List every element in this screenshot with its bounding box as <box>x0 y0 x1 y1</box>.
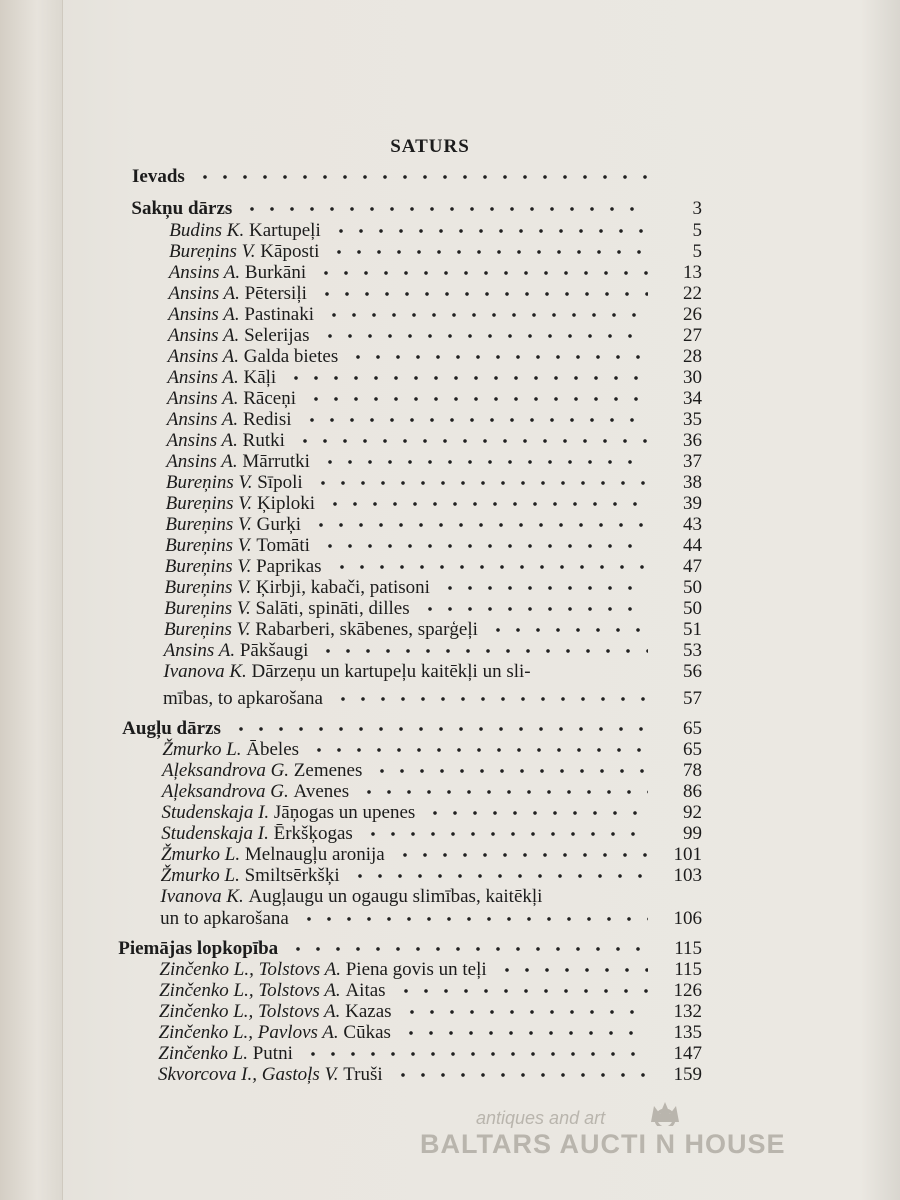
toc-label <box>165 535 310 556</box>
toc-entry <box>166 430 702 452</box>
toc-author: Bureņins V. <box>168 241 261 262</box>
toc-title: Ērkšķogas <box>273 823 353 844</box>
toc-author: Skvorcova I., Gastoļs V. <box>158 1064 344 1085</box>
toc-section <box>122 718 702 740</box>
toc-entry <box>165 556 702 578</box>
toc-entry <box>162 802 702 824</box>
toc-entry <box>158 1043 702 1065</box>
toc-entry <box>162 760 702 782</box>
toc-page-number: 5 <box>692 241 702 262</box>
toc-author: Zinčenko L., Tolstovs A. <box>159 959 346 980</box>
toc-title: Tomāti <box>256 535 310 556</box>
toc-author: Zinčenko L., Tolstovs A. <box>159 980 346 1001</box>
dot-leader <box>348 348 648 366</box>
toc-label <box>159 980 385 1001</box>
toc-label <box>161 823 353 844</box>
toc-author: Ansins A. <box>167 346 244 367</box>
toc-title: Salāti, spināti, dilles <box>255 598 410 619</box>
toc-author: Bureņins V. <box>163 619 256 640</box>
dot-leader <box>350 867 648 885</box>
toc-title: Ķiploki <box>256 493 315 514</box>
toc-entry <box>166 493 702 515</box>
toc-author: Zinčenko L., Pavlovs A. <box>158 1022 344 1043</box>
toc-page-number: 30 <box>682 367 702 388</box>
dot-leader <box>425 804 648 822</box>
dot-leader <box>488 621 648 639</box>
toc-label <box>161 865 340 886</box>
dot-leader <box>306 390 648 408</box>
toc-page-number: 135 <box>673 1022 702 1043</box>
toc-label <box>131 198 232 219</box>
toc-section <box>132 166 702 188</box>
toc-label <box>167 409 292 430</box>
toc-author: Studenskaja I. <box>161 823 274 844</box>
dot-leader <box>320 537 648 555</box>
toc-title: Augļaugu un ogaugu slimības, kaitēkļi <box>248 886 543 907</box>
toc-label <box>166 493 315 514</box>
toc-page-number: 65 <box>682 718 702 739</box>
toc-page-number: 13 <box>682 262 702 283</box>
toc-entry <box>165 535 702 557</box>
toc-label <box>165 577 430 598</box>
dot-leader <box>302 411 648 429</box>
toc-entry <box>167 409 702 431</box>
toc-label <box>168 283 306 304</box>
dot-leader <box>242 200 648 218</box>
toc-author: Ansins A. <box>166 409 243 430</box>
toc-author: Zinčenko L. <box>158 1043 253 1064</box>
toc-page-number: 126 <box>673 980 702 1001</box>
watermark <box>420 1108 820 1160</box>
toc-page-number: 39 <box>682 493 702 514</box>
toc-title: Selerijas <box>244 325 310 346</box>
toc-author: Ansins A. <box>168 262 245 283</box>
toc-page-number: 99 <box>682 823 702 844</box>
toc-page-number: 5 <box>692 220 702 241</box>
toc-title: Truši <box>343 1064 383 1085</box>
dot-leader <box>311 516 648 534</box>
toc-author: Studenskaja I. <box>161 802 274 823</box>
toc-title: Rutki <box>242 430 285 451</box>
toc-label <box>159 959 486 980</box>
toc-label <box>158 1064 383 1085</box>
toc-author: Ansins A. <box>166 430 243 451</box>
toc-page-number: 103 <box>673 865 702 886</box>
toc-page-number: 36 <box>682 430 702 451</box>
toc-page-number: 132 <box>673 1001 702 1022</box>
toc-label <box>165 514 301 535</box>
toc-page-number: 35 <box>682 409 702 430</box>
toc-page-number: 92 <box>682 802 702 823</box>
toc-title: Gurķi <box>256 514 301 535</box>
toc-title: un to apkarošana <box>160 908 289 929</box>
toc-entry <box>168 304 702 326</box>
toc-page-number: 115 <box>674 938 702 959</box>
watermark-tagline: antiques and art <box>476 1108 606 1128</box>
toc-title: Kartupeļi <box>248 220 321 241</box>
toc-label <box>169 241 319 262</box>
dot-leader <box>331 222 648 240</box>
toc-entry <box>159 1022 702 1044</box>
dot-leader <box>320 453 648 471</box>
dot-leader <box>288 940 648 958</box>
toc-author: Bureņins V. <box>164 598 256 619</box>
toc-label <box>168 304 314 325</box>
toc-title: Zemenes <box>293 760 363 781</box>
toc-page-number: 78 <box>682 760 702 781</box>
toc-entry <box>169 262 702 284</box>
toc-author: Ansins A. <box>166 451 243 472</box>
toc-entry <box>161 823 702 845</box>
toc-entry <box>159 1001 702 1023</box>
toc-label <box>163 688 323 709</box>
toc-title: Rāceņi <box>243 388 296 409</box>
dot-leader <box>317 285 648 303</box>
toc-author: Ansins A. <box>168 304 245 325</box>
toc-label <box>159 1001 392 1022</box>
toc-page-number: 106 <box>673 908 702 929</box>
toc-label <box>167 388 296 409</box>
toc-author: Žmurko L. <box>160 865 245 886</box>
toc-page-number: 56 <box>682 661 702 682</box>
toc-author: Ansins A. <box>167 388 244 409</box>
toc-entry <box>161 865 702 887</box>
toc-label <box>159 1022 391 1043</box>
toc-entry <box>164 640 702 662</box>
dot-leader <box>359 783 648 801</box>
toc-section <box>118 938 702 960</box>
toc-title: Ievads <box>132 166 185 187</box>
toc-title: Piemājas lopkopība <box>118 938 279 959</box>
toc-title: Kāļi <box>243 367 277 388</box>
toc-author: Žmurko L. <box>162 739 247 760</box>
dot-leader <box>497 961 648 979</box>
toc-label <box>162 802 416 823</box>
toc-page-number: 101 <box>673 844 702 865</box>
dot-leader <box>309 741 648 759</box>
watermark-brand: BALTARS AUCTI N HOUSE <box>420 1129 786 1159</box>
dot-leader <box>318 642 648 660</box>
toc-page-number: 37 <box>682 451 702 472</box>
dot-leader <box>420 600 648 618</box>
toc-entry <box>158 1064 702 1086</box>
toc-title: Smiltsērkšķi <box>244 865 340 886</box>
toc-author: Aļeksandrova G. <box>161 781 294 802</box>
toc-author: Ansins A. <box>168 283 245 304</box>
toc-page-number: 44 <box>682 535 702 556</box>
toc-title: Sīpoli <box>257 472 303 493</box>
toc-author: Bureņins V. <box>165 514 257 535</box>
toc-label <box>162 739 299 760</box>
toc-title: Galda bietes <box>243 346 339 367</box>
crown-icon <box>648 1100 682 1126</box>
toc-entry <box>166 472 702 494</box>
dot-leader <box>316 264 648 282</box>
toc-entry <box>162 781 702 803</box>
toc-entry <box>161 844 702 866</box>
toc-entry <box>160 908 702 930</box>
toc-label <box>164 619 478 640</box>
toc-title: Mārrutki <box>242 451 310 472</box>
toc-label <box>165 556 322 577</box>
toc-label <box>166 472 303 493</box>
toc-entry <box>162 739 702 761</box>
toc-author: Bureņins V. <box>164 556 257 577</box>
toc-title: Piena govis un teļi <box>345 959 487 980</box>
toc-author: Ansins A. <box>167 367 244 388</box>
toc-label <box>118 938 278 959</box>
toc-author: Bureņins V. <box>165 493 257 514</box>
dot-leader <box>324 306 648 324</box>
toc-label <box>164 598 409 619</box>
dot-leader <box>303 1045 648 1063</box>
toc-label <box>158 1043 293 1064</box>
toc-entry <box>163 661 702 683</box>
dot-leader <box>363 825 648 843</box>
toc-title: Pastinaki <box>244 304 314 325</box>
toc-title: Putni <box>252 1043 293 1064</box>
dot-leader <box>231 720 648 738</box>
toc-label <box>163 661 530 682</box>
toc-page-number: 57 <box>682 688 702 709</box>
toc-title: Pētersiļi <box>244 283 307 304</box>
toc-author: Aļeksandrova G. <box>162 760 294 781</box>
toc-entry <box>167 388 702 410</box>
toc-label <box>169 220 320 241</box>
toc-entry <box>159 980 702 1002</box>
toc-entry <box>165 577 702 599</box>
toc-entry <box>168 325 702 347</box>
toc-entry <box>164 598 702 620</box>
toc-label <box>164 640 309 661</box>
toc-page-number: 26 <box>682 304 702 325</box>
dot-leader <box>286 369 648 387</box>
toc-page-number: 22 <box>682 283 702 304</box>
toc-title: Ābeles <box>246 739 300 760</box>
dot-leader <box>372 762 648 780</box>
dot-leader <box>329 243 648 261</box>
dot-leader <box>396 982 648 1000</box>
toc-section <box>131 198 702 220</box>
toc-author: Ansins A. <box>167 325 245 346</box>
toc-label <box>132 166 185 187</box>
toc-label <box>122 718 221 739</box>
toc-author: Budins K. <box>169 220 249 241</box>
dot-leader <box>395 846 648 864</box>
toc-author: Ivanova K. <box>160 886 249 907</box>
toc-page-number: 50 <box>682 577 702 598</box>
toc-page-number: 65 <box>682 739 702 760</box>
toc-label <box>162 760 362 781</box>
toc-page-number: 27 <box>682 325 702 346</box>
toc-entry <box>168 283 702 305</box>
toc-title: Kāposti <box>260 241 320 262</box>
toc-title: Dārzeņu un kartupeļu kaitēkļi un sli- <box>251 661 531 682</box>
dot-leader <box>320 327 648 345</box>
toc-page-number: 43 <box>682 514 702 535</box>
toc-author: Bureņins V. <box>164 577 256 598</box>
toc-page-number: 50 <box>682 598 702 619</box>
toc-label <box>160 908 289 929</box>
dot-leader <box>332 558 648 576</box>
dot-leader <box>325 495 648 513</box>
toc-title: Burkāni <box>244 262 307 283</box>
toc-title: Jāņogas un upenes <box>273 802 416 823</box>
dot-leader <box>333 690 648 708</box>
dot-leader <box>195 168 648 186</box>
toc-title: Rabarberi, skābenes, sparģeļi <box>255 619 478 640</box>
toc-entry <box>166 451 702 473</box>
toc-title: Sakņu dārzs <box>131 198 233 219</box>
toc-title: Paprikas <box>256 556 322 577</box>
toc-title: mības, to apkarošana <box>163 688 323 709</box>
toc-label <box>162 781 349 802</box>
dot-leader <box>295 432 648 450</box>
toc-page-number: 28 <box>682 346 702 367</box>
toc-entry <box>165 514 702 536</box>
toc-entry <box>160 886 702 908</box>
toc-title: Cūkas <box>343 1022 391 1043</box>
toc-page-number: 3 <box>692 198 702 219</box>
toc-page-number: 47 <box>682 556 702 577</box>
toc-title: Kazas <box>345 1001 392 1022</box>
toc-title: Aitas <box>345 980 386 1001</box>
book-spine-edge <box>0 0 63 1200</box>
dot-leader <box>313 474 648 492</box>
toc-author: Bureņins V. <box>165 472 258 493</box>
toc-author: Ivanova K. <box>163 661 252 682</box>
toc-entry <box>159 959 702 981</box>
toc-entry <box>163 688 702 710</box>
toc-page-number: 53 <box>682 640 702 661</box>
toc-page-number: 86 <box>682 781 702 802</box>
toc-label <box>166 451 310 472</box>
toc-label <box>169 262 306 283</box>
toc-label <box>168 325 310 346</box>
dot-leader <box>402 1003 648 1021</box>
toc-page-number: 38 <box>682 472 702 493</box>
toc-entry <box>168 346 702 368</box>
toc-entry <box>169 241 702 263</box>
dot-leader <box>299 910 648 928</box>
toc-page-number: 51 <box>682 619 702 640</box>
toc-title: Melnaugļu aronija <box>244 844 385 865</box>
toc-title: Pākšaugi <box>239 640 309 661</box>
toc-label <box>160 886 542 907</box>
toc-label <box>167 367 276 388</box>
toc-entry <box>169 220 702 242</box>
page-title: SATURS <box>390 136 470 157</box>
toc-title: Avenes <box>293 781 350 802</box>
toc-title: Redisi <box>242 409 292 430</box>
toc-page-number: 159 <box>673 1064 702 1085</box>
toc-author: Zinčenko L., Tolstovs A. <box>158 1001 346 1022</box>
dot-leader <box>401 1024 648 1042</box>
toc-author: Žmurko L. <box>160 844 245 865</box>
toc-author: Bureņins V. <box>165 535 257 556</box>
toc-entry <box>167 367 702 389</box>
dot-leader <box>440 579 648 597</box>
toc-author: Ansins A. <box>163 640 240 661</box>
toc-label <box>168 346 339 367</box>
toc-label <box>166 430 284 451</box>
toc-title: Augļu dārzs <box>122 718 221 739</box>
toc-title: Ķirbji, kabači, patisoni <box>255 577 430 598</box>
toc-page-number: 115 <box>674 959 702 980</box>
toc-label <box>161 844 385 865</box>
toc-entry <box>164 619 702 641</box>
dot-leader <box>393 1066 648 1084</box>
toc-page-number: 34 <box>682 388 702 409</box>
toc-page-number: 147 <box>673 1043 702 1064</box>
